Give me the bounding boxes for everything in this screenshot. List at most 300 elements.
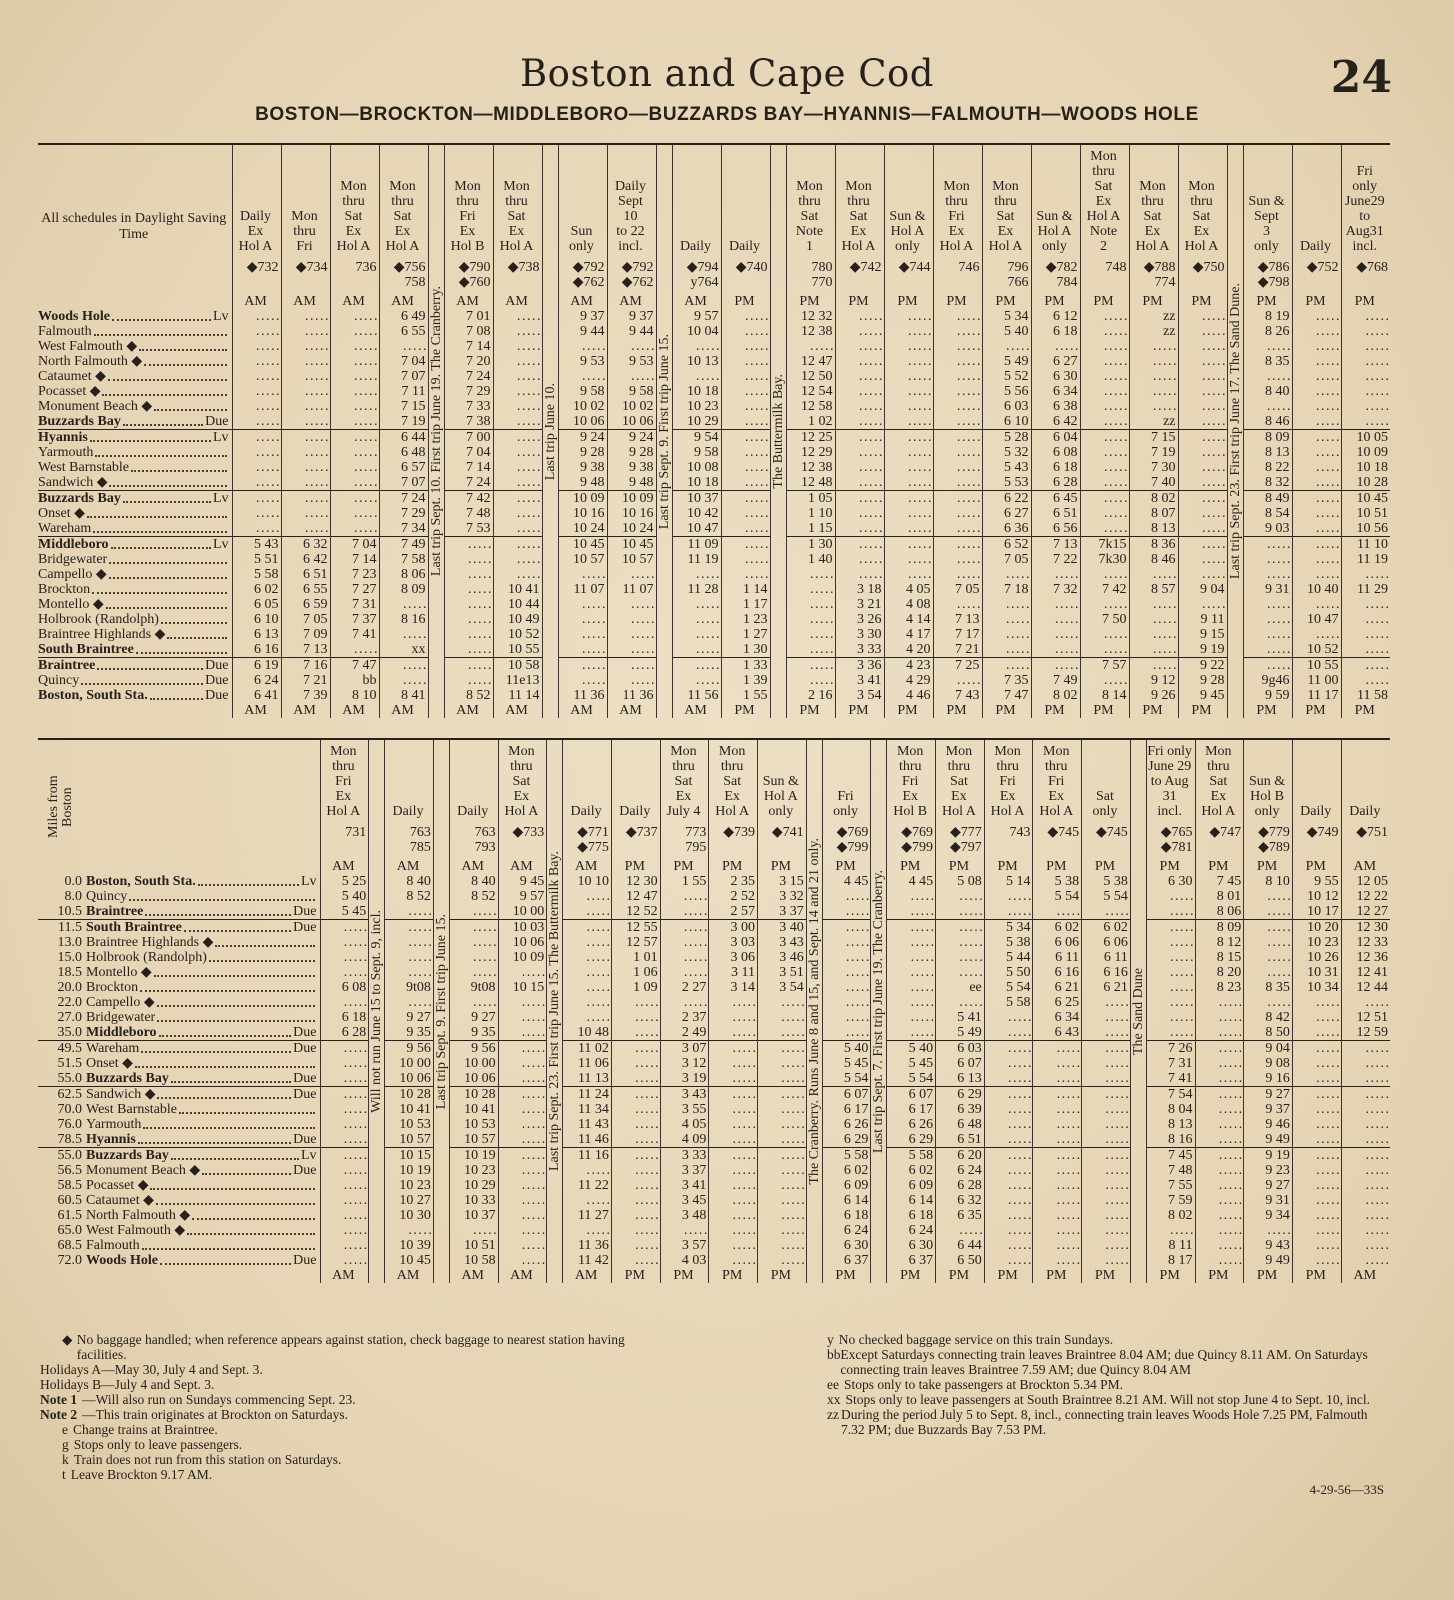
time-cell: 12 38 <box>786 460 835 475</box>
time-cell <box>232 521 281 537</box>
time-cell <box>709 1102 758 1117</box>
time-cell: 10 57 <box>607 552 656 567</box>
time-cell: 3 19 <box>660 1071 709 1087</box>
time-cell: 7 16 <box>281 658 330 674</box>
header-line: 10 <box>623 209 638 224</box>
time-cell <box>1031 567 1080 582</box>
header-line: thru <box>1045 759 1068 774</box>
period-label: PM <box>884 290 933 309</box>
header-line: only <box>833 804 858 819</box>
footnote-key: k <box>62 1452 69 1467</box>
time-cell: 10 19 <box>385 1163 434 1178</box>
station-name: North Falmouth ◆ <box>38 354 143 369</box>
miles-value: 72.0 <box>57 1253 82 1268</box>
time-cell: 6 51 <box>936 1132 985 1148</box>
time-cell <box>1129 658 1178 674</box>
time-cell <box>563 995 612 1010</box>
header-line: Sun & <box>1248 194 1285 209</box>
time-cell: 7 27 <box>330 582 379 597</box>
time-cell <box>232 430 281 446</box>
time-cell <box>936 889 985 904</box>
header-line: Ex <box>513 789 530 804</box>
train-number-line: ◆732 <box>246 260 279 275</box>
train-days-header <box>1244 739 1293 819</box>
time-cell <box>444 597 493 612</box>
time-cell: 10 53 <box>449 1117 498 1132</box>
route-note <box>433 739 449 1283</box>
header-line: Hol A <box>890 224 925 239</box>
period-label: PM <box>1033 1268 1082 1283</box>
time-cell: 9 19 <box>1244 1148 1293 1164</box>
time-cell <box>1341 1223 1390 1238</box>
station-row <box>38 475 1390 491</box>
header-line: June29 <box>1344 194 1385 209</box>
time-cell <box>498 1223 547 1238</box>
time-cell <box>1080 491 1129 507</box>
time-cell <box>330 339 379 354</box>
time-cell <box>1080 430 1129 446</box>
time-cell: 2 49 <box>660 1025 709 1041</box>
time-cell: 11 42 <box>563 1253 612 1268</box>
header-line: Mon <box>503 179 530 194</box>
time-cell <box>1243 537 1292 553</box>
time-cell <box>232 414 281 430</box>
time-cell: 1 55 <box>660 874 709 889</box>
dot-leader <box>109 562 226 564</box>
time-cell: 4 14 <box>884 612 933 627</box>
time-cell: 10 28 <box>1341 475 1390 491</box>
time-cell <box>558 339 607 354</box>
time-cell <box>835 537 884 553</box>
time-cell <box>1129 597 1178 612</box>
station-row <box>38 1102 1390 1117</box>
time-cell: 8 54 <box>1243 506 1292 521</box>
time-cell <box>1178 339 1227 354</box>
time-cell <box>607 673 656 688</box>
time-cell <box>1292 1148 1341 1164</box>
period-label: AM <box>320 1268 369 1283</box>
time-cell: 12 59 <box>1341 1025 1390 1041</box>
time-cell <box>884 552 933 567</box>
route-note <box>656 144 672 718</box>
time-cell <box>822 950 871 965</box>
time-cell <box>558 567 607 582</box>
time-cell <box>449 950 498 965</box>
time-cell <box>607 567 656 582</box>
dot-leader <box>95 455 226 457</box>
time-cell: 7 04 <box>330 537 379 553</box>
footnote-key: xx <box>827 1392 841 1407</box>
station-name: West Falmouth ◆ <box>38 339 138 354</box>
time-cell <box>330 430 379 446</box>
header-line: only <box>1352 179 1378 194</box>
time-cell: 10 15 <box>385 1148 434 1164</box>
period-label: PM <box>982 703 1031 718</box>
period-label: PM <box>1244 1268 1293 1283</box>
header-line: Mon <box>943 179 970 194</box>
route-note <box>806 739 822 1283</box>
time-cell: 6 26 <box>887 1117 936 1132</box>
header-line: July 4 <box>666 804 701 819</box>
time-cell <box>320 1102 369 1117</box>
time-cell <box>822 1025 871 1041</box>
time-cell: zz <box>1129 414 1178 430</box>
time-cell: 11e13 <box>493 673 542 688</box>
time-cell <box>672 597 721 612</box>
train-days-header <box>936 739 985 819</box>
time-cell <box>982 597 1031 612</box>
miles-value: 62.5 <box>38 1087 86 1103</box>
train-number-line: ◆799 <box>901 840 934 855</box>
time-cell: 6 11 <box>1033 950 1082 965</box>
time-cell: 9 58 <box>607 384 656 399</box>
header-line: Daily <box>679 239 712 254</box>
dot-leader <box>145 914 291 916</box>
station-name-cell <box>86 1132 320 1148</box>
station-name-cell <box>86 1223 320 1238</box>
time-cell <box>1244 995 1293 1010</box>
time-cell <box>758 1238 807 1253</box>
time-cell <box>1292 354 1341 369</box>
header-line: Fri only <box>1147 744 1193 759</box>
station-name: Brockton <box>86 980 139 995</box>
time-cell <box>1292 309 1341 324</box>
time-cell <box>709 995 758 1010</box>
time-cell <box>982 658 1031 674</box>
time-cell <box>1341 1253 1390 1268</box>
footnote-text: Train does not run from this station on Saturdays. <box>73 1452 342 1467</box>
time-cell: 7 24 <box>444 475 493 491</box>
header-line: Sat <box>1094 179 1113 194</box>
period-label: PM <box>1292 290 1341 309</box>
time-cell <box>721 339 770 354</box>
time-cell <box>786 597 835 612</box>
station-name: Pocasset ◆ <box>38 384 101 399</box>
time-cell <box>611 1102 660 1117</box>
time-cell: 5 45 <box>887 1056 936 1071</box>
route-note <box>542 144 558 718</box>
station-row <box>38 1148 1390 1164</box>
time-cell <box>611 1193 660 1208</box>
time-cell: 5 25 <box>320 874 369 889</box>
period-label: PM <box>1031 290 1080 309</box>
time-cell <box>933 339 982 354</box>
time-cell: 10 28 <box>385 1087 434 1103</box>
time-cell: 7 00 <box>444 430 493 446</box>
time-cell <box>721 567 770 582</box>
time-cell <box>835 324 884 339</box>
train-number <box>672 254 721 290</box>
time-cell: 9 04 <box>1178 582 1227 597</box>
time-cell <box>822 1010 871 1025</box>
station-row <box>38 874 1390 889</box>
time-cell <box>611 1238 660 1253</box>
time-cell: 3 21 <box>835 597 884 612</box>
header-line: 31 <box>1162 789 1177 804</box>
train-number-line: ◆756 <box>393 260 426 275</box>
time-cell <box>1292 521 1341 537</box>
time-cell: 7 13 <box>1031 537 1080 553</box>
header-line: Mon <box>1090 149 1117 164</box>
time-cell: 10 52 <box>1292 642 1341 658</box>
time-cell <box>607 369 656 384</box>
time-cell: 8 49 <box>1243 491 1292 507</box>
time-cell: 5 41 <box>936 1010 985 1025</box>
station-name-cell <box>86 1056 320 1071</box>
train-number-line: ◆734 <box>295 260 328 275</box>
train-number <box>709 819 758 855</box>
time-cell: 8 20 <box>1195 965 1244 980</box>
period-label: PM <box>1341 703 1390 718</box>
time-cell: 7 45 <box>1146 1148 1195 1164</box>
time-cell <box>320 1148 369 1164</box>
time-cell: 10 13 <box>672 354 721 369</box>
time-cell <box>1292 1010 1341 1025</box>
header-line: Hol A <box>504 804 539 819</box>
time-cell <box>1146 950 1195 965</box>
station-name: Pocasset ◆ <box>86 1178 149 1193</box>
time-cell: 9 48 <box>558 475 607 491</box>
footnote <box>805 1332 1390 1347</box>
train-number-line: ◆747 <box>1209 825 1242 840</box>
time-cell <box>835 567 884 582</box>
header-line: Hol A <box>715 804 750 819</box>
train-number-line: ◆779 <box>1258 825 1290 840</box>
footnote-key: ◆ <box>62 1332 73 1347</box>
time-cell: 7 42 <box>1080 582 1129 597</box>
station-name-cell <box>86 950 320 965</box>
time-cell: 11 09 <box>672 537 721 553</box>
station-row <box>38 935 1390 950</box>
time-cell: bb <box>330 673 379 688</box>
header-line: Sat <box>1143 209 1162 224</box>
time-cell: 9 19 <box>1178 642 1227 658</box>
time-cell <box>1341 642 1390 658</box>
arr-dep-marker: Due <box>293 1071 317 1086</box>
station-name-cell <box>86 1117 320 1132</box>
arr-dep-marker: Lv <box>300 1148 317 1163</box>
station-name-cell <box>86 1193 320 1208</box>
period-label: PM <box>1195 855 1244 874</box>
header-line: to 22 <box>616 224 645 239</box>
train-number-line: ◆789 <box>1258 840 1290 855</box>
time-cell <box>822 965 871 980</box>
arr-dep-marker: Due <box>293 1132 317 1147</box>
time-cell <box>1146 980 1195 995</box>
time-cell <box>444 582 493 597</box>
time-cell <box>984 1238 1033 1253</box>
station-row <box>38 567 1390 582</box>
period-label: AM <box>607 703 656 718</box>
header-line: Mon <box>1043 744 1070 759</box>
train-number-line: 773 <box>685 825 707 840</box>
station-row <box>38 1117 1390 1132</box>
header-line: only <box>569 239 594 254</box>
time-cell <box>1082 1148 1131 1164</box>
time-cell <box>1178 369 1227 384</box>
header-line: thru <box>945 194 968 209</box>
time-cell: 5 40 <box>320 889 369 904</box>
station-row <box>38 920 1390 936</box>
time-cell: 6 30 <box>1146 874 1195 889</box>
train-number <box>786 254 835 290</box>
header-line: Hol A <box>238 239 273 254</box>
period-label: PM <box>1292 703 1341 718</box>
time-cell: 10 41 <box>493 582 542 597</box>
time-cell: 10 33 <box>449 1193 498 1208</box>
time-cell <box>611 1041 660 1057</box>
header-line: Sun & <box>762 774 799 789</box>
time-cell <box>611 1223 660 1238</box>
period-label: PM <box>709 855 758 874</box>
time-cell <box>281 399 330 414</box>
time-cell <box>1178 597 1227 612</box>
time-cell <box>1080 414 1129 430</box>
time-cell: 12 22 <box>1341 889 1390 904</box>
time-cell <box>721 324 770 339</box>
station-name-cell <box>38 309 232 324</box>
time-cell <box>232 384 281 399</box>
time-cell: 6 05 <box>232 597 281 612</box>
period-label: AM <box>672 703 721 718</box>
train-number-line: ◆740 <box>735 260 768 275</box>
time-cell <box>1146 889 1195 904</box>
time-cell <box>444 627 493 642</box>
train-number <box>1146 819 1195 855</box>
train-number <box>1195 819 1244 855</box>
train-number-line: ◆762 <box>572 275 605 290</box>
time-cell <box>330 384 379 399</box>
train-number-line: ◆769 <box>836 825 869 840</box>
time-cell <box>607 642 656 658</box>
time-cell <box>444 567 493 582</box>
header-line: Fri <box>948 209 965 224</box>
header-line: Fri <box>999 774 1016 789</box>
dot-leader <box>123 501 211 503</box>
time-cell <box>444 658 493 674</box>
time-cell <box>786 642 835 658</box>
time-cell: 3 07 <box>660 1041 709 1057</box>
period-label: AM <box>444 290 493 309</box>
time-cell: 6 18 <box>822 1208 871 1223</box>
time-cell <box>563 935 612 950</box>
time-cell: 6 32 <box>281 537 330 553</box>
header-line: thru <box>947 759 971 774</box>
time-cell: 12 58 <box>786 399 835 414</box>
train-number <box>444 254 493 290</box>
time-cell: 11 46 <box>563 1132 612 1148</box>
time-cell: 7 49 <box>379 537 428 553</box>
time-cell: 10 28 <box>449 1087 498 1103</box>
time-cell: 7 37 <box>330 612 379 627</box>
station-name-cell <box>38 339 232 354</box>
time-cell <box>330 475 379 491</box>
time-cell: 9 16 <box>1244 1071 1293 1087</box>
footnote <box>805 1347 1390 1377</box>
station-row <box>38 552 1390 567</box>
train-number <box>281 254 330 290</box>
time-cell: 10 09 <box>498 950 547 965</box>
time-cell: 3 33 <box>835 642 884 658</box>
time-cell: 7 05 <box>281 612 330 627</box>
time-cell <box>1080 354 1129 369</box>
dot-leader <box>142 1248 315 1250</box>
time-cell <box>1082 1071 1131 1087</box>
period-label: PM <box>936 855 985 874</box>
time-cell <box>1080 642 1129 658</box>
time-cell: 9t08 <box>449 980 498 995</box>
station-row <box>38 980 1390 995</box>
time-cell: 10 44 <box>493 597 542 612</box>
train-days-header <box>982 144 1031 254</box>
period-label: AM <box>444 703 493 718</box>
station-name-cell <box>86 904 320 920</box>
time-cell: 9 23 <box>1244 1163 1293 1178</box>
time-cell <box>449 995 498 1010</box>
station-name-cell <box>38 582 232 597</box>
time-cell: 7 42 <box>444 491 493 507</box>
time-cell: 6 03 <box>936 1041 985 1057</box>
time-cell <box>721 354 770 369</box>
time-cell: 8 09 <box>1243 430 1292 446</box>
route-note-text: Last trip Sept. 23. First trip June 17. The Sand Dune. <box>1227 283 1243 580</box>
time-cell: 10 00 <box>385 1056 434 1071</box>
time-cell: 6 41 <box>232 688 281 703</box>
time-cell <box>887 980 936 995</box>
time-cell: 10 16 <box>607 506 656 521</box>
header-line: Ex <box>345 224 362 239</box>
station-row <box>38 384 1390 399</box>
station-name: Holbrook (Randolph) <box>38 612 159 627</box>
time-cell <box>1195 1071 1244 1087</box>
time-cell: 5 34 <box>982 309 1031 324</box>
time-cell <box>1341 399 1390 414</box>
time-cell: 9 38 <box>558 460 607 475</box>
time-cell <box>758 1041 807 1057</box>
time-cell: 3 54 <box>835 688 884 703</box>
header-line: to Aug <box>1150 774 1189 789</box>
time-cell: 8 13 <box>1146 1117 1195 1132</box>
time-cell <box>933 521 982 537</box>
station-name: Yarmouth <box>86 1117 142 1132</box>
header-line: Sun <box>570 224 593 239</box>
time-cell <box>1341 567 1390 582</box>
station-name: Hyannis <box>38 430 88 445</box>
header-line: thru <box>898 759 922 774</box>
time-cell <box>1080 597 1129 612</box>
time-cell <box>984 1056 1033 1071</box>
header-line: Note <box>795 224 824 239</box>
time-cell <box>563 1010 612 1025</box>
time-cell: 5 54 <box>1082 889 1131 904</box>
header-line: Sat <box>849 209 868 224</box>
header-line: Sat <box>1192 209 1211 224</box>
time-cell: 6 30 <box>822 1238 871 1253</box>
time-cell <box>379 339 428 354</box>
time-cell: 10 49 <box>493 612 542 627</box>
time-cell <box>493 399 542 414</box>
time-cell: 12 51 <box>1341 1010 1390 1025</box>
time-cell <box>1292 339 1341 354</box>
header-line: Note <box>1089 224 1118 239</box>
time-cell <box>1195 1208 1244 1223</box>
time-cell <box>320 1223 369 1238</box>
time-cell: 10 37 <box>449 1208 498 1223</box>
train-number-line: 785 <box>409 840 431 855</box>
dot-leader <box>157 1020 314 1022</box>
miles-value: 10.5 <box>57 904 82 919</box>
time-cell: 1 01 <box>611 950 660 965</box>
